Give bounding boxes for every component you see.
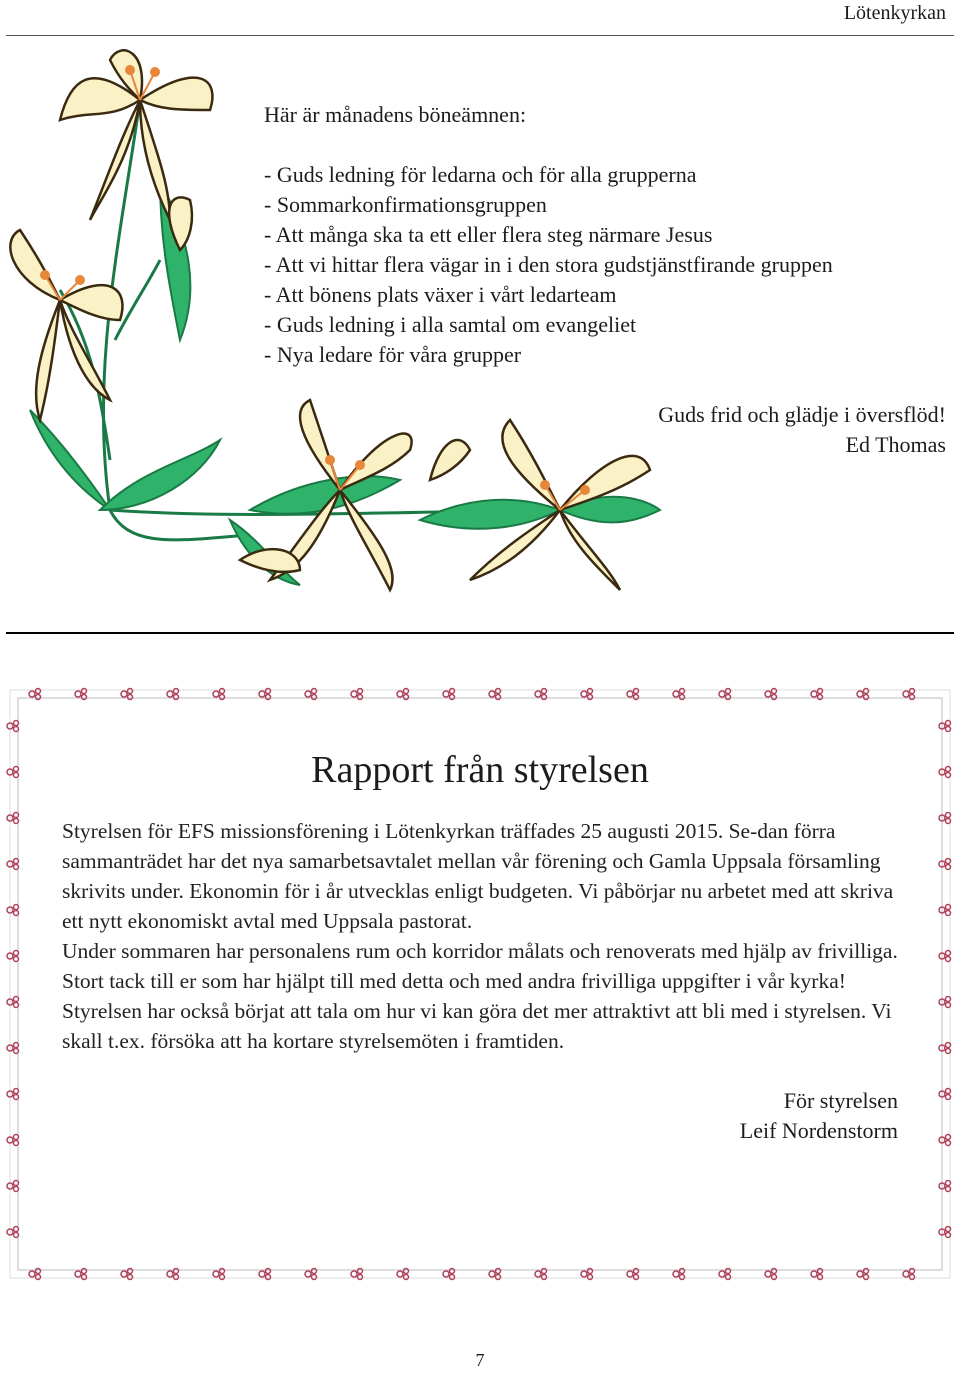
report-body	[62, 816, 898, 1056]
border-ornament	[939, 721, 951, 732]
section-divider	[6, 632, 954, 634]
page-number: 7	[475, 1350, 485, 1370]
report-paragraph: Under sommaren har personalens rum och korridor målats och renoverats med hjälp av frivilliga. Stort tack till er som har hjälpt till med detta och med andra frivilliga uppgifter i vår kyrka!	[62, 939, 898, 993]
border-ornament	[939, 951, 951, 962]
closing-greeting: Guds frid och glädje i översflöd!	[658, 402, 946, 427]
prayer-item: - Att bönens plats växer i vårt ledarteam	[264, 282, 617, 307]
border-ornament	[7, 721, 19, 732]
board-report	[62, 740, 898, 1146]
prayer-item: - Att många ska ta ett eller flera steg närmare Jesus	[264, 222, 713, 247]
border-ornament	[7, 1181, 19, 1192]
border-ornament	[7, 813, 19, 824]
prayer-list	[264, 160, 954, 370]
border-ornament	[7, 951, 19, 962]
border-ornament	[7, 859, 19, 870]
border-ornament	[7, 767, 19, 778]
report-paragraph: Styrelsen för EFS missionsförening i Lötenkyrkan träffades 25 augusti 2015. Se-dan förra sammanträdet har det nya samarbetsavtalet mellan vår förening och Gamla Uppsala församling skrivits under. Ekonomin för i år utvecklas enligt budgeten. Vi påbörjar nu arbetet med att skriva ett nytt ekonomiskt avtal med Uppsala pastorat.	[62, 819, 894, 933]
border-ornament	[7, 1043, 19, 1054]
signature-name: Leif Nordenstorm	[739, 1118, 898, 1143]
header-title: Lötenkyrkan	[843, 2, 946, 24]
border-ornament	[939, 1043, 951, 1054]
signature-line: För styrelsen	[783, 1088, 898, 1113]
prayer-item: - Att vi hittar flera vägar in i den stora gudstjänstfirande gruppen	[264, 252, 833, 277]
border-ornament	[7, 1135, 19, 1146]
border-ornament	[7, 1089, 19, 1100]
report-signature	[62, 1086, 898, 1146]
prayer-item: - Guds ledning i alla samtal om evangeliet	[264, 312, 637, 337]
closing-author: Ed Thomas	[845, 432, 946, 457]
prayer-closing	[658, 400, 946, 460]
report-paragraph: Styrelsen har också börjat att tala om hur vi kan göra det mer attraktivt att bli med i styrelsen. Vi skall t.ex. försöka att ha kortare styrelsemöten i framtiden.	[62, 999, 892, 1053]
border-ornament	[939, 1135, 951, 1146]
border-ornament	[7, 1227, 19, 1238]
border-ornament	[939, 905, 951, 916]
prayer-item: - Nya ledare för våra grupper	[264, 342, 522, 367]
border-ornament	[939, 767, 951, 778]
border-ornament	[7, 997, 19, 1008]
border-ornament	[939, 1089, 951, 1100]
report-title: Rapport från styrelsen	[311, 749, 649, 791]
border-ornament	[7, 905, 19, 916]
header-divider	[6, 35, 954, 36]
border-ornament	[939, 1227, 951, 1238]
border-ornament	[939, 859, 951, 870]
prayer-item: - Guds ledning för ledarna och för alla grupperna	[264, 162, 697, 187]
border-ornament	[939, 1181, 951, 1192]
prayer-section	[264, 100, 954, 370]
prayer-item: - Sommarkonfirmationsgruppen	[264, 192, 547, 217]
border-ornament	[939, 997, 951, 1008]
prayer-heading: Här är månadens böneämnen:	[264, 102, 527, 127]
border-ornament	[939, 813, 951, 824]
